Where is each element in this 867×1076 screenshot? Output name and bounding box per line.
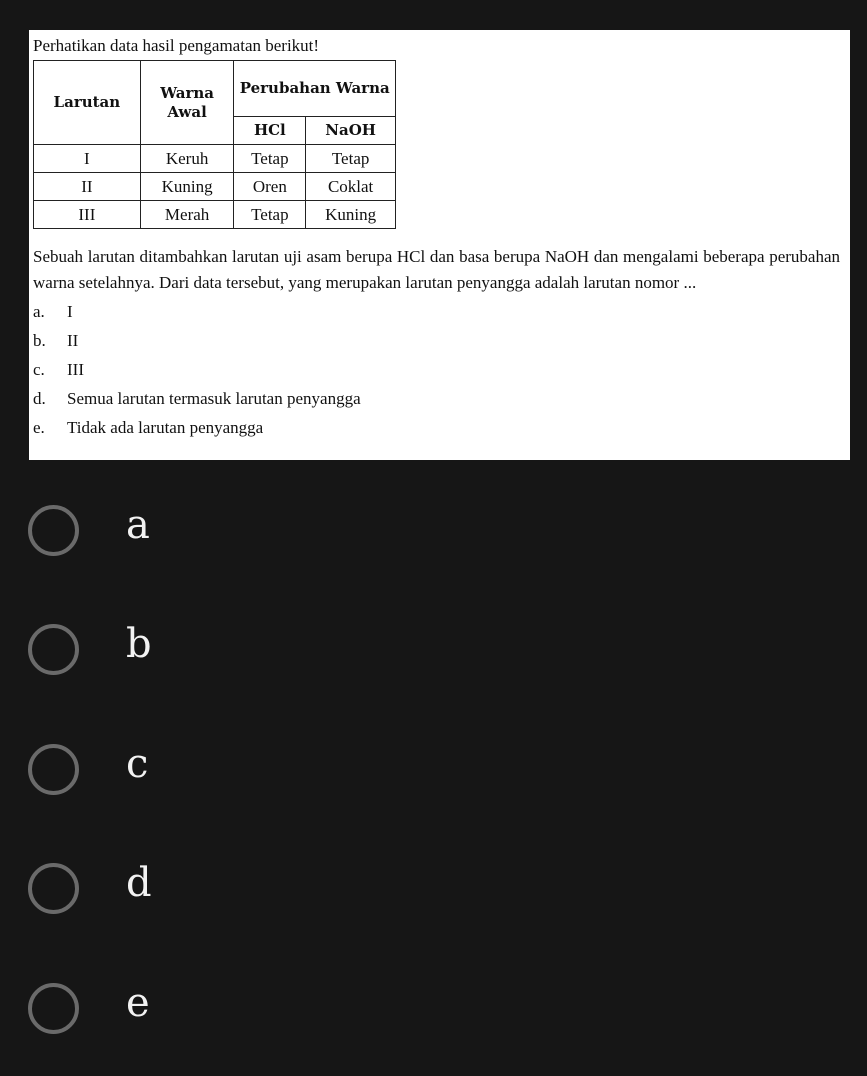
cell-naoh: Kuning [306,201,396,229]
header-larutan: Larutan [34,61,141,145]
list-item [33,297,844,326]
observation-table [33,60,396,229]
list-item [33,326,844,355]
answer-label: d [126,859,152,906]
option-text: III [67,360,84,379]
radio-circle-icon[interactable] [28,505,79,556]
header-naoh: NaOH [306,117,396,145]
option-letter: b. [33,331,46,350]
answer-option-e[interactable] [28,979,150,1034]
question-paragraph: Sebuah larutan ditambahkan larutan uji asam berupa HCl dan basa berupa NaOH dan mengalami beberapa perubahan warna setelahnya. Dari data tersebut, yang merupakan larutan penyangga adalah larutan nomor ... [33,247,840,292]
option-letter: e. [33,418,45,437]
option-letter: d. [33,389,46,408]
cell-hcl: Tetap [234,145,306,173]
cell-hcl: Oren [234,173,306,201]
cell-warna-awal: Keruh [140,145,234,173]
answer-option-c[interactable] [28,740,149,795]
cell-naoh: Coklat [306,173,396,201]
cell-larutan: II [34,173,141,201]
header-hcl: HCl [234,117,306,145]
answer-label: b [126,620,152,667]
option-list [33,297,844,442]
table-row [34,145,396,173]
header-perubahan-warna: Perubahan Warna [234,61,396,117]
list-item [33,355,844,384]
table-row [34,173,396,201]
option-text: Tidak ada larutan penyangga [67,418,264,437]
table-row [34,201,396,229]
option-text: II [67,331,79,350]
answer-label: e [126,979,150,1026]
option-letter: a. [33,302,45,321]
radio-circle-icon[interactable] [28,983,79,1034]
list-item [33,413,844,442]
cell-warna-awal: Kuning [140,173,234,201]
option-text: I [67,302,73,321]
cell-hcl: Tetap [234,201,306,229]
answer-option-d[interactable] [28,859,152,914]
radio-circle-icon[interactable] [28,624,79,675]
answer-option-b[interactable] [28,620,152,675]
cell-naoh: Tetap [306,145,396,173]
answer-label: a [126,501,150,548]
option-text: Semua larutan termasuk larutan penyangga [67,389,361,408]
answer-option-a[interactable] [28,501,150,556]
cell-larutan: III [34,201,141,229]
radio-circle-icon[interactable] [28,863,79,914]
question-card [29,30,850,460]
answer-label: c [126,740,149,787]
list-item [33,384,844,413]
header-warna-awal: Warna Awal [140,61,234,145]
question-intro: Perhatikan data hasil pengamatan berikut! [33,36,320,55]
option-letter: c. [33,360,45,379]
cell-warna-awal: Merah [140,201,234,229]
cell-larutan: I [34,145,141,173]
radio-circle-icon[interactable] [28,744,79,795]
